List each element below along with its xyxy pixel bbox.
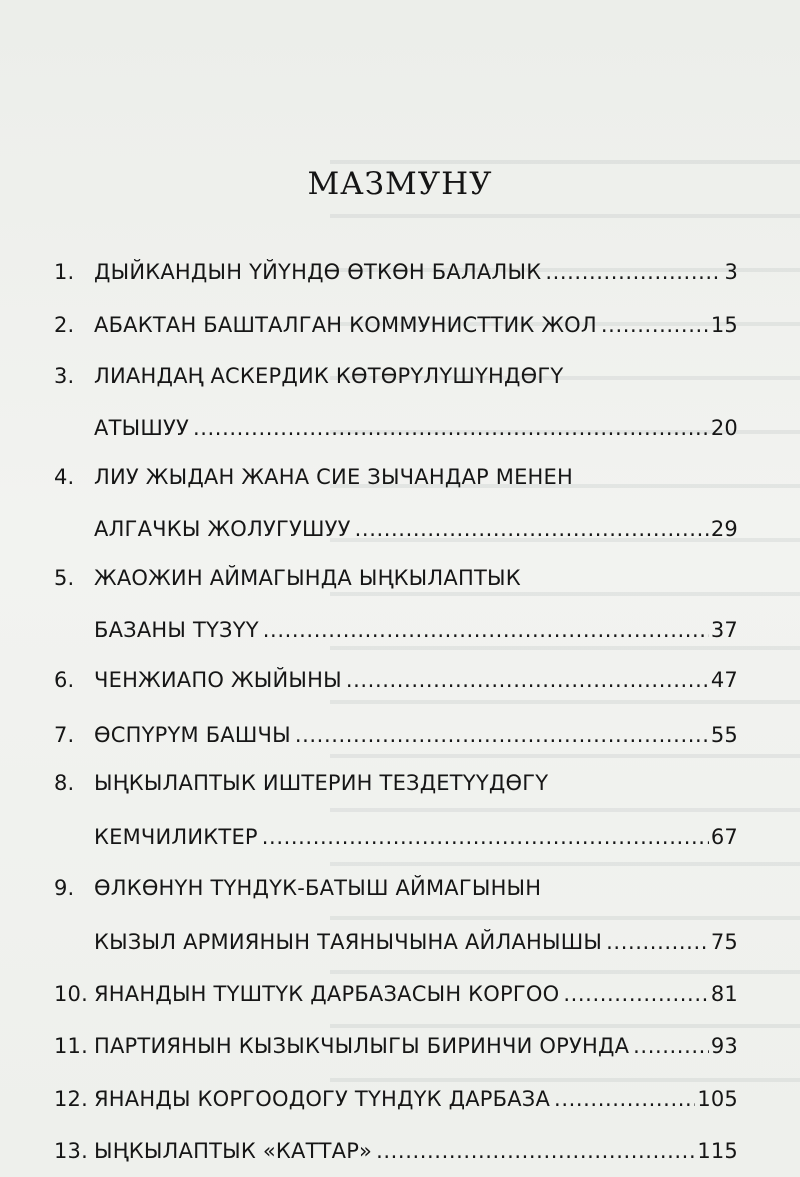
toc-leader-dots <box>295 719 709 751</box>
toc-entry-number: 4. <box>54 465 75 489</box>
toc-line <box>0 412 800 444</box>
toc-line <box>0 360 800 392</box>
toc-leader-dots <box>263 614 709 646</box>
toc-entry-title: ЫҢКЫЛАПТЫК ИШТЕРИН ТЕЗДЕТҮҮДӨГҮ <box>94 771 549 795</box>
toc-line <box>0 767 800 799</box>
toc-leader-dots <box>355 513 709 545</box>
toc-page-number: 115 <box>697 1139 738 1163</box>
toc-leader-dots <box>193 412 709 444</box>
toc-leader-dots <box>601 309 709 341</box>
toc-entry-title: АТЫШУУ <box>94 416 189 440</box>
toc-leader-dots <box>346 664 709 696</box>
toc-page-number: 29 <box>710 517 738 541</box>
toc-line <box>0 309 800 341</box>
toc-page-number: 15 <box>710 313 738 337</box>
toc-entry-title: КЕМЧИЛИКТЕР <box>94 825 258 849</box>
toc-line <box>0 821 800 853</box>
toc-entry-title: ӨСПҮРҮМ БАШЧЫ <box>94 723 291 747</box>
toc-entry-number: 3. <box>54 364 75 388</box>
toc-line <box>0 978 800 1010</box>
toc-line <box>0 719 800 751</box>
page-title: МАЗМУНУ <box>307 166 493 202</box>
toc-page-number: 37 <box>710 618 738 642</box>
toc-line <box>0 664 800 696</box>
toc-entry-title: ЫҢКЫЛАПТЫК «КАТТАР» <box>94 1139 373 1163</box>
toc-leader-dots <box>545 256 722 288</box>
toc-page-number: 55 <box>710 723 738 747</box>
toc-line <box>0 1083 800 1115</box>
toc-entry-title: ЧЕНЖИАПО ЖЫЙЫНЫ <box>94 668 342 692</box>
toc-leader-dots <box>606 926 709 958</box>
toc-entry-number: 5. <box>54 566 75 590</box>
toc-line <box>0 872 800 904</box>
toc-leader-dots <box>633 1030 709 1062</box>
toc-entry-title: ЯНАНДЫН ТҮШТҮК ДАРБАЗАСЫН КОРГОО <box>94 982 560 1006</box>
toc-line <box>0 614 800 646</box>
toc-page-number: 47 <box>710 668 738 692</box>
toc-page-number: 75 <box>710 930 738 954</box>
toc-entry-title: КЫЗЫЛ АРМИЯНЫН ТАЯНЫЧЫНА АЙЛАНЫШЫ <box>94 930 603 954</box>
toc-entry-title: ЖАОЖИН АЙМАГЫНДА ЫҢКЫЛАПТЫК <box>94 566 521 590</box>
toc-line <box>0 513 800 545</box>
toc-page-number: 93 <box>710 1034 738 1058</box>
toc-line <box>0 256 800 288</box>
toc-entry-number: 2. <box>54 313 75 337</box>
toc-entry-title: ӨЛКӨНҮН ТҮНДҮК-БАТЫШ АЙМАГЫНЫН <box>94 876 542 900</box>
toc-page-number: 3 <box>724 260 738 284</box>
toc-leader-dots <box>262 821 709 853</box>
toc-line <box>0 926 800 958</box>
toc-leader-dots <box>554 1083 695 1115</box>
toc-entry-title: ЛИУ ЖЫДАН ЖАНА СИЕ ЗЫЧАНДАР МЕНЕН <box>94 465 573 489</box>
toc-leader-dots <box>376 1135 695 1167</box>
toc-entry-number: 8. <box>54 771 75 795</box>
toc-page-number: 105 <box>697 1087 738 1111</box>
toc-page-number: 81 <box>710 982 738 1006</box>
toc-entry-number: 7. <box>54 723 75 747</box>
toc-entry-number: 1. <box>54 260 75 284</box>
toc-entry-title: АЛГАЧКЫ ЖОЛУГУШУУ <box>94 517 351 541</box>
toc-entry-title: ДЫЙКАНДЫН ҮЙҮНДӨ ӨТКӨН БАЛАЛЫК <box>94 260 542 284</box>
toc-entry-number: 13. <box>54 1139 88 1163</box>
toc-entry-title: АБАКТАН БАШТАЛГАН КОММУНИСТТИК ЖОЛ <box>94 313 597 337</box>
toc-entry-number: 10. <box>54 982 88 1006</box>
toc-entry-title: ЯНАНДЫ КОРГООДОГУ ТҮНДҮК ДАРБАЗА <box>94 1087 551 1111</box>
toc-line <box>0 461 800 493</box>
toc-entry-title: ПАРТИЯНЫН КЫЗЫКЧЫЛЫГЫ БИРИНЧИ ОРУНДА <box>94 1034 630 1058</box>
toc-line <box>0 1135 800 1167</box>
toc-entry-title: ЛИАНДАҢ АСКЕРДИК КӨТӨРҮЛҮШҮНДӨГҮ <box>94 364 564 388</box>
toc-leader-dots <box>563 978 709 1010</box>
toc-line <box>0 562 800 594</box>
toc-line <box>0 1030 800 1062</box>
toc-entry-number: 6. <box>54 668 75 692</box>
toc-entry-title: БАЗАНЫ ТҮЗҮҮ <box>94 618 259 642</box>
toc-page-number: 67 <box>710 825 738 849</box>
toc-page-number: 20 <box>710 416 738 440</box>
toc-entry-number: 9. <box>54 876 75 900</box>
toc-entry-number: 11. <box>54 1034 88 1058</box>
toc-entry-number: 12. <box>54 1087 88 1111</box>
